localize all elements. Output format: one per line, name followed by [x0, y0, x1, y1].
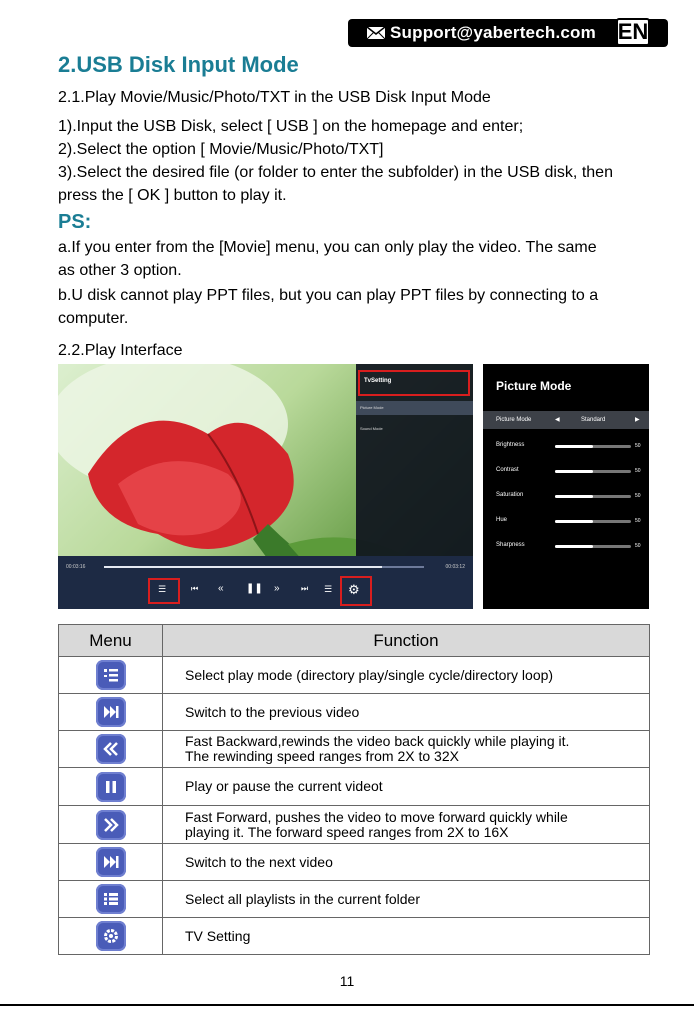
- support-header: [348, 19, 668, 47]
- list-icon[interactable]: ☰: [324, 584, 333, 594]
- page-title: 2.USB Disk Input Mode: [58, 52, 299, 77]
- language-badge: EN: [617, 19, 649, 44]
- slider-row-hue[interactable]: Hue 50: [496, 517, 641, 524]
- next-video-icon: [96, 847, 126, 877]
- column-header-function: Function: [163, 625, 650, 657]
- step-1: 1).Input the USB Disk, select [ USB ] on the homepage and enter;: [58, 118, 524, 135]
- function-text: TV Setting: [185, 927, 251, 944]
- slider-row-brightness[interactable]: Brightness 50: [496, 442, 641, 449]
- column-header-menu: Menu: [59, 625, 163, 657]
- rewind-icon[interactable]: «: [218, 583, 224, 594]
- time-end: 00:03:12: [445, 564, 465, 570]
- section-heading-2-2: 2.2.Play Interface: [58, 342, 183, 359]
- slider-track[interactable]: [555, 495, 631, 498]
- function-text: Switch to the next video: [185, 853, 333, 870]
- previous-video-icon: [96, 697, 126, 727]
- step-2: 2).Select the option [ Movie/Music/Photo/TXT]: [58, 141, 384, 158]
- previous-icon[interactable]: ⏮: [191, 584, 199, 593]
- step-3: 3).Select the desired file (or folder to enter the subfolder) in the USB disk, then: [58, 164, 613, 181]
- function-text: Play or pause the current videot: [185, 778, 383, 794]
- fast-forward-icon: [96, 810, 126, 840]
- play-pause-icon: [96, 772, 126, 802]
- table-row: [59, 731, 650, 768]
- play-mode-icon: [96, 660, 126, 690]
- settings-icon[interactable]: ⚙: [348, 582, 360, 597]
- time-start: 00:03:16: [66, 564, 86, 570]
- function-text: Fast Forward, pushes the video to move forward quickly while: [185, 808, 568, 825]
- ps-b-cont: computer.: [58, 310, 129, 327]
- table-row: [59, 881, 650, 918]
- slider-row-sharpness[interactable]: Sharpness 50: [496, 542, 641, 549]
- table-row: [59, 657, 650, 694]
- tvsetting-menu: [356, 364, 473, 564]
- function-text-cont: The rewinding speed ranges from 2X to 32X: [185, 748, 459, 764]
- table-row: [59, 918, 650, 955]
- table-row: [59, 768, 650, 806]
- table-row: [59, 806, 650, 844]
- function-text: Fast Backward,rewinds the video back quickly while playing it.: [185, 733, 570, 749]
- play-mode-icon[interactable]: ☰: [158, 584, 167, 594]
- fast-backward-icon: [96, 734, 126, 764]
- next-icon[interactable]: ⏭: [301, 584, 309, 593]
- menu-item-picture-mode[interactable]: Picture Mode: [360, 405, 384, 410]
- play-interface-screenshot: [58, 364, 473, 609]
- mail-icon: [366, 26, 386, 40]
- table-row: [59, 694, 650, 731]
- section-heading-2-1: 2.1.Play Movie/Music/Photo/TXT in the USB Disk Input Mode: [58, 89, 491, 106]
- control-bar: [58, 556, 473, 609]
- mode-row[interactable]: Picture Mode ◀ Standard ▶: [483, 411, 649, 429]
- ps-label: PS:: [58, 211, 92, 233]
- playlist-icon: [96, 884, 126, 914]
- pause-icon[interactable]: ❚❚: [246, 583, 263, 594]
- slider-track[interactable]: [555, 445, 631, 448]
- function-text: Select play mode (directory play/single cycle/directory loop): [185, 666, 554, 683]
- footer-rule: [0, 1004, 694, 1006]
- slider-track[interactable]: [555, 470, 631, 473]
- function-text: Switch to the previous video: [185, 703, 360, 720]
- picture-mode-title: Picture Mode: [496, 379, 572, 393]
- function-text-cont: playing it. The forward speed ranges from 2X to 16X: [185, 823, 509, 840]
- table-row: [59, 844, 650, 881]
- picture-mode-screenshot: [483, 364, 649, 609]
- left-arrow-icon[interactable]: ◀: [555, 417, 560, 423]
- ps-a: a.If you enter from the [Movie] menu, you can only play the video. The same: [58, 239, 597, 256]
- slider-row-saturation[interactable]: Saturation 50: [496, 492, 641, 499]
- step-3-cont: press the [ OK ] button to play it.: [58, 187, 287, 204]
- menu-title: TvSetting: [364, 378, 392, 384]
- slider-track[interactable]: [555, 520, 631, 523]
- support-email[interactable]: Support@yabertech.com: [390, 23, 596, 42]
- forward-icon[interactable]: »: [274, 583, 280, 594]
- right-arrow-icon[interactable]: ▶: [635, 417, 640, 423]
- ps-b: b.U disk cannot play PPT files, but you can play PPT files by connecting to a: [58, 287, 599, 304]
- ps-a-cont: as other 3 option.: [58, 262, 182, 279]
- page-number: 11: [339, 973, 355, 989]
- slider-row-contrast[interactable]: Contrast 50: [496, 467, 641, 474]
- progress-track[interactable]: [104, 566, 424, 568]
- menu-item-sound-mode[interactable]: Sound Mode: [360, 426, 383, 431]
- slider-track[interactable]: [555, 545, 631, 548]
- tv-setting-icon: [96, 921, 126, 951]
- function-text: Select all playlists in the current folder: [185, 890, 420, 907]
- menu-function-table: [58, 624, 650, 955]
